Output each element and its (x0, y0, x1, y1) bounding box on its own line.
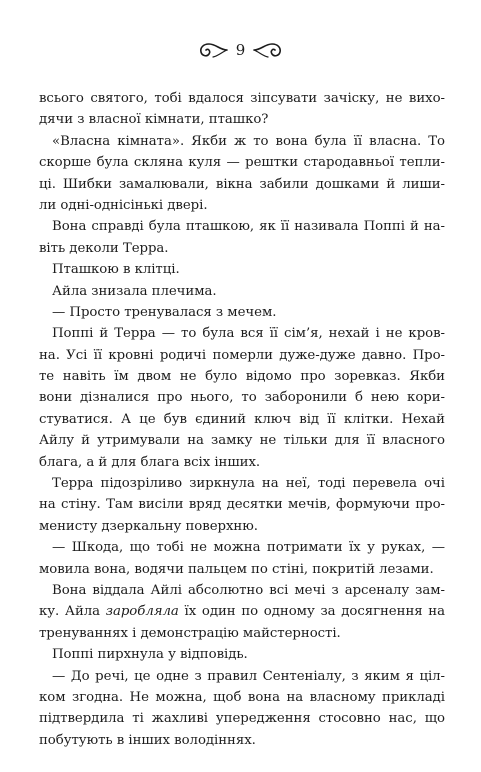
text-line: тренуваннях і демонстрацію майстерності. (39, 625, 341, 641)
text-line: Пташкою в клітці. (52, 262, 180, 278)
running-header (0, 30, 481, 70)
text-line: стуватися. А це був єдиний ключ від її клітки. Нехай (39, 411, 445, 427)
text-line: Терра підозріливо зиркнула на неї, тоді перевела очі (52, 476, 445, 492)
text-line: вони дізналися про нього, то заборонили б нею кори- (39, 390, 445, 406)
text-line: — Шкода, що тобі не можна потримати їх у руках, — (52, 540, 445, 556)
page-number: 9 (235, 41, 246, 59)
text-line: «Власна кімната». Якби ж то вона була її власна. То (52, 133, 445, 149)
body-text (39, 88, 445, 751)
text-line: всього святого, тобі вдалося зіпсувати зачіску, не вихо- (39, 91, 445, 106)
text-segment: їх один по одному за досягнення на (178, 604, 445, 620)
emphasized-word: заробляла (105, 604, 179, 620)
text-line: Айлу й утримували на замку не тільки для її власного (39, 433, 445, 449)
text-line: Вона справді була пташкою, як її називала Поппі й на- (52, 219, 445, 235)
text-line: побутують в інших володіннях. (39, 732, 256, 748)
text-line: те навіть їм двом не було відомо про зоревказ. Якби (39, 369, 445, 385)
text-line: підтвердила ті жахливі упередження стосовно нас, що (39, 711, 445, 727)
text-line (39, 601, 445, 622)
text-line: Поппі й Терра — то була вся її сім’я, нехай і не кров- (52, 326, 445, 342)
text-line: скорше була скляна куля — рештки стародавньої тепли- (39, 155, 445, 171)
text-line: блага, а й для блага всіх інших. (39, 454, 261, 470)
text-line: — До речі, це одне з правил Сентеніалу, з яким я ціл- (52, 668, 445, 684)
text-line: на. Усі її кровні родичі померли дуже-дуже давно. Про- (39, 347, 445, 363)
text-line: дячи з власної кімнати, пташко? (39, 112, 269, 128)
text-line: на стіну. Там висіли вряд десятки мечів, формуючи про- (39, 497, 445, 513)
text-line: Айла знизала плечима. (52, 283, 217, 299)
text-line: менисту дзеркальну поверхню. (39, 518, 258, 534)
text-line: ком згодна. Не можна, щоб вона на власному прикладі (39, 689, 445, 705)
text-line: віть деколи Терра. (39, 240, 169, 256)
text-line: Поппі пирхнула у відповідь. (52, 647, 248, 663)
text-line: — Просто тренувалася з мечем. (52, 304, 277, 320)
left-flourish-icon (194, 39, 230, 61)
right-flourish-icon (251, 39, 287, 61)
text-line: Вона віддала Айлі абсолютно всі мечі з арсеналу зам- (52, 582, 445, 598)
text-segment: ку. Айла (39, 604, 106, 620)
text-line: ці. Шибки замалювали, вікна забили дошками й лиши- (39, 176, 445, 192)
text-line: ли одні-однісінькі двері. (39, 197, 208, 213)
text-line: мовила вона, водячи пальцем по стіні, покритій лезами. (39, 561, 434, 577)
